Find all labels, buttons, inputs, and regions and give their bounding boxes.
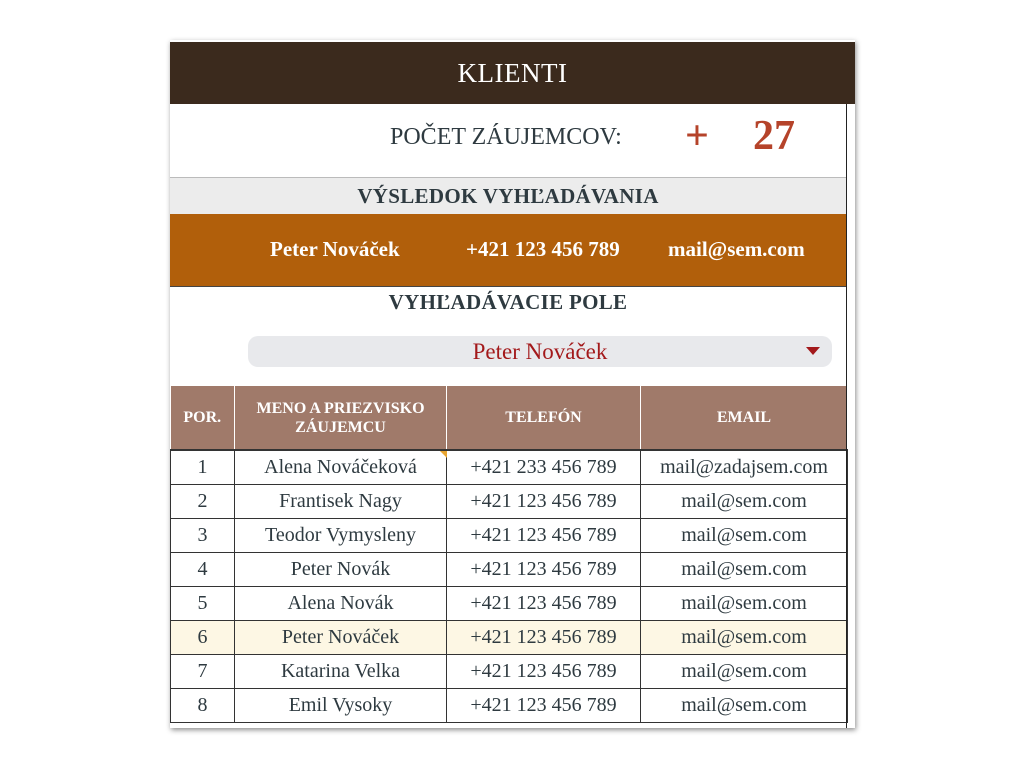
- count-value: 27: [753, 113, 795, 159]
- cell-phone[interactable]: +421 123 456 789: [447, 621, 641, 655]
- table-row[interactable]: [171, 621, 848, 655]
- table-row[interactable]: [171, 689, 848, 723]
- cell-name[interactable]: Alena Novák: [235, 587, 447, 621]
- cell-email[interactable]: mail@sem.com: [641, 485, 848, 519]
- sheet-title: [170, 42, 855, 104]
- search-selected-value[interactable]: Peter Nováček: [472, 339, 608, 364]
- cell-phone[interactable]: +421 123 456 789: [447, 553, 641, 587]
- cell-name[interactable]: Frantisek Nagy: [235, 485, 447, 519]
- table-row[interactable]: [171, 450, 848, 485]
- chevron-down-icon[interactable]: [806, 347, 820, 355]
- cell-phone[interactable]: +421 233 456 789: [447, 450, 641, 485]
- search-dropdown[interactable]: [248, 336, 832, 367]
- cell-number[interactable]: 8: [171, 689, 235, 723]
- result-phone[interactable]: +421 123 456 789: [466, 237, 620, 261]
- cell-phone[interactable]: +421 123 456 789: [447, 485, 641, 519]
- table-row[interactable]: [171, 553, 848, 587]
- count-label: POČET ZÁUJEMCOV:: [390, 124, 622, 150]
- cell-name[interactable]: Alena Nováčeková: [235, 450, 447, 485]
- clients-table: [170, 386, 848, 723]
- cell-phone[interactable]: +421 123 456 789: [447, 519, 641, 553]
- cell-email[interactable]: mail@zadajsem.com: [641, 450, 848, 485]
- result-name[interactable]: Peter Nováček: [270, 237, 400, 261]
- result-email[interactable]: mail@sem.com: [668, 237, 805, 261]
- sheet-border: [846, 104, 847, 728]
- cell-number[interactable]: 3: [171, 519, 235, 553]
- search-field-title: VYHĽADÁVACIE POLE: [388, 289, 628, 314]
- cell-comment-indicator[interactable]: [440, 451, 447, 458]
- cell-email[interactable]: mail@sem.com: [641, 553, 848, 587]
- cell-email[interactable]: mail@sem.com: [641, 655, 848, 689]
- cell-phone[interactable]: +421 123 456 789: [447, 689, 641, 723]
- cell-email[interactable]: mail@sem.com: [641, 621, 848, 655]
- cell-number[interactable]: 5: [171, 587, 235, 621]
- cell-phone[interactable]: +421 123 456 789: [447, 655, 641, 689]
- table-row[interactable]: [171, 485, 848, 519]
- cell-email[interactable]: mail@sem.com: [641, 587, 848, 621]
- cell-name[interactable]: Peter Novák: [235, 553, 447, 587]
- cell-number[interactable]: 4: [171, 553, 235, 587]
- cell-email[interactable]: mail@sem.com: [641, 519, 848, 553]
- column-header-email[interactable]: EMAIL: [641, 386, 848, 450]
- count-row: [170, 104, 846, 177]
- table-row[interactable]: [171, 519, 848, 553]
- cell-name[interactable]: Katarina Velka: [235, 655, 447, 689]
- table-row[interactable]: [171, 655, 848, 689]
- table-row[interactable]: [171, 587, 848, 621]
- column-header-name[interactable]: MENO A PRIEZVISKO ZÁUJEMCU: [235, 386, 447, 450]
- result-header: VÝSLEDOK VYHĽADÁVANIA: [170, 177, 846, 215]
- cell-name[interactable]: Teodor Vymysleny: [235, 519, 447, 553]
- table-header-row: [171, 386, 848, 450]
- cell-email[interactable]: mail@sem.com: [641, 689, 848, 723]
- cell-name[interactable]: Emil Vysoky: [235, 689, 447, 723]
- spreadsheet-sheet: [170, 40, 855, 728]
- cell-phone[interactable]: +421 123 456 789: [447, 587, 641, 621]
- column-header-phone[interactable]: TELEFÓN: [447, 386, 641, 450]
- sheet-title-text: KLIENTI: [457, 57, 568, 88]
- plus-sign: +: [685, 113, 709, 159]
- cell-number[interactable]: 2: [171, 485, 235, 519]
- cell-number[interactable]: 7: [171, 655, 235, 689]
- cell-number[interactable]: 6: [171, 621, 235, 655]
- column-header-por[interactable]: POR.: [171, 386, 235, 450]
- cell-number[interactable]: 1: [171, 450, 235, 485]
- search-result-row[interactable]: [170, 214, 846, 287]
- cell-name[interactable]: Peter Nováček: [235, 621, 447, 655]
